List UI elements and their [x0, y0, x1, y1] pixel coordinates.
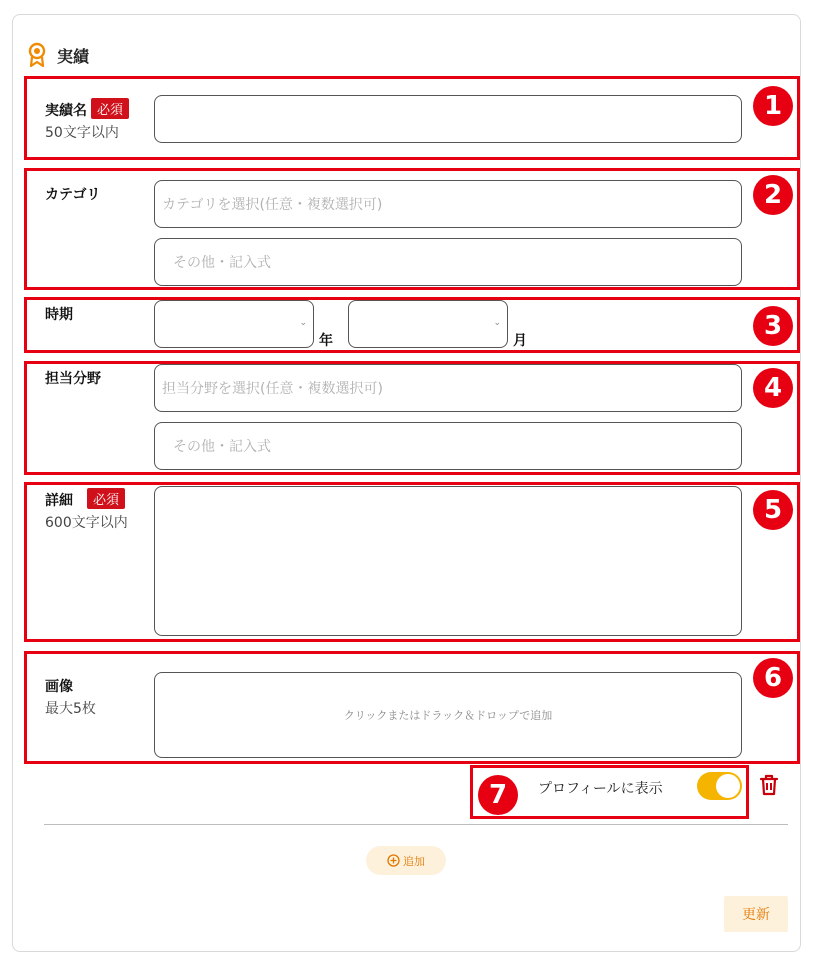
- required-badge: 必須: [87, 488, 125, 509]
- name-input[interactable]: [154, 95, 742, 143]
- month-select[interactable]: [348, 300, 508, 348]
- annotation-number-4: 4: [753, 368, 793, 408]
- detail-label-text: 詳細: [45, 493, 73, 509]
- profile-toggle[interactable]: [697, 772, 742, 800]
- field-label: 担当分野: [45, 371, 101, 387]
- period-label: 時期: [45, 307, 73, 323]
- category-other-input[interactable]: その他・記入式: [154, 238, 742, 286]
- update-button[interactable]: 更新: [724, 896, 788, 932]
- image-dropzone[interactable]: クリックまたはドラック＆ドロップで追加: [154, 672, 742, 758]
- annotation-number-6: 6: [753, 658, 793, 698]
- chevron-down-icon: ⌄: [299, 318, 307, 328]
- trash-icon[interactable]: [758, 773, 780, 797]
- annotation-number-1: 1: [753, 86, 793, 126]
- section-title: 実績: [57, 46, 90, 66]
- detail-textarea[interactable]: [154, 486, 742, 636]
- detail-hint: 600文字以内: [45, 515, 128, 531]
- divider: [44, 824, 788, 825]
- annotation-number-5: 5: [753, 490, 793, 530]
- image-label: 画像: [45, 679, 73, 695]
- name-label-text: 実績名: [45, 103, 87, 119]
- field-other-input[interactable]: その他・記入式: [154, 422, 742, 470]
- toggle-knob: [716, 774, 740, 798]
- annotation-number-7: 7: [478, 775, 518, 815]
- add-button-label: 追加: [403, 854, 425, 868]
- annotation-number-3: 3: [753, 306, 793, 346]
- add-button[interactable]: [366, 846, 446, 875]
- required-badge: 必須: [91, 98, 129, 119]
- award-ribbon-icon: [27, 42, 47, 68]
- year-unit: 年: [319, 333, 333, 349]
- chevron-down-icon: ⌄: [493, 318, 501, 328]
- profile-toggle-label: プロフィールに表示: [538, 781, 663, 797]
- category-label: カテゴリ: [45, 187, 101, 203]
- detail-label: [45, 488, 125, 510]
- plus-circle-icon: [387, 854, 400, 867]
- annotation-number-2: 2: [753, 175, 793, 215]
- field-select[interactable]: 担当分野を選択(任意・複数選択可): [154, 364, 742, 412]
- category-select[interactable]: カテゴリを選択(任意・複数選択可): [154, 180, 742, 228]
- month-unit: 月: [513, 333, 527, 349]
- name-label: [45, 98, 129, 120]
- section-header: [27, 42, 89, 68]
- year-select[interactable]: [154, 300, 314, 348]
- image-hint: 最大5枚: [45, 701, 96, 717]
- name-hint: 50文字以内: [45, 125, 119, 141]
